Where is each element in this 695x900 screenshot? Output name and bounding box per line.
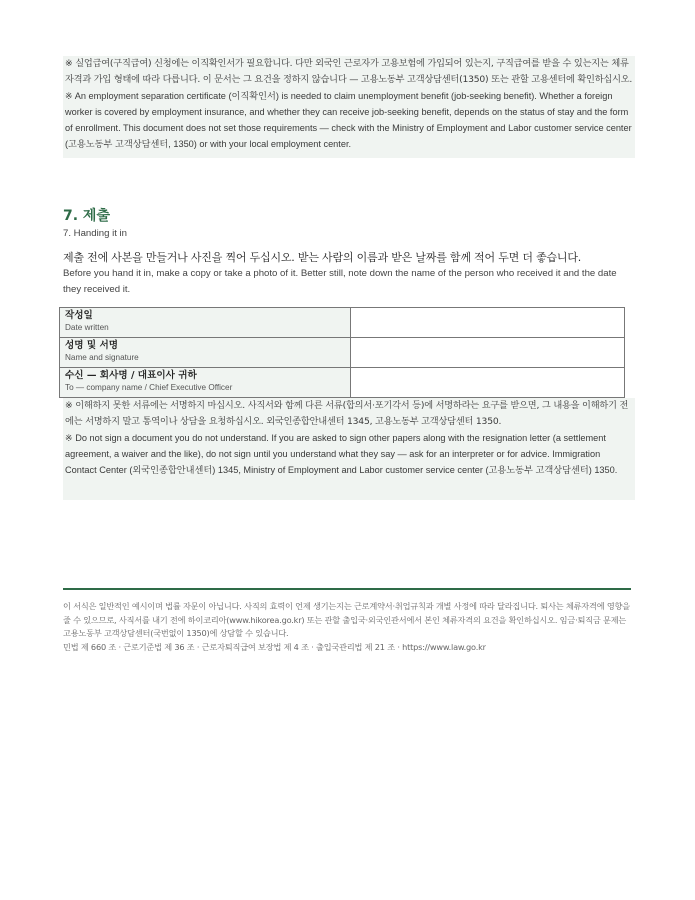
footer-disclaimer: 이 서식은 일반적인 예시이며 법률 자문이 아닙니다. 사직의 효력이 언제 생기는지는 근로계약서·취업규칙과 개별 사정에 따라 달라집니다. 퇴사는 체류자격에 영향을 줄 수 있으므로, 사직서를 내기 전에 하이코리아(www.hikorea.go.kr) 또는 관할 출입국·외국인관서에서 본인 체류자격의 요건을 확인하십시오. 임금·퇴직금 문제는 고용노동부 고객상담센터(국번없이 1350)에 상담할 수 있습니다. [63,601,630,638]
signature-table [59,307,625,398]
row-label-english: Date written [65,323,109,332]
table-row [60,368,625,398]
notice-employment-certificate [63,56,635,158]
instruction-english: Before you hand it in, make a copy or take a photo of it. Better still, note down the name of the person who received it and the date they received it. [63,268,617,295]
row-label-korean: 성명 및 서명 [65,340,119,351]
name-signature-field[interactable] [351,338,625,368]
section-subheading: 7. Handing it in [63,228,127,239]
table-row [60,338,625,368]
footer-legal-references: 민법 제 660 조 · 근로기준법 제 36 조 · 근로자퇴직급여 보장법 제 4 조 · 출입국관리법 제 21 조 · https://www.law.go.kr [63,641,486,652]
footer-divider [63,588,631,590]
notice-korean-text: ※ 이해하지 못한 서류에는 서명하지 마십시오. 사직서와 함께 다른 서류(합의서·포기각서 등)에 서명하라는 요구를 받으면, 그 내용을 이해하기 전에는 서명하지 말고 통역이나 상담을 요청하십시오. 외국인종합안내센터 1345, 고용노동부 고객상담센터 1350. [65,400,629,427]
notice-do-not-sign [63,398,635,500]
name-signature-label [60,338,351,368]
notice-korean-text: ※ 실업급여(구직급여) 신청에는 이직확인서가 필요합니다. 다만 외국인 근로자가 고용보험에 가입되어 있는지, 구직급여를 받을 수 있는지는 체류자격과 가입 형태에 따라 다릅니다. 이 문서는 그 요건을 정하지 않습니다 — 고용노동부 고객상담센터(1350) 또는 관할 고용센터에 확인하십시오. [65,58,633,85]
notice-english-text: ※ Do not sign a document you do not understand. If you are asked to sign other papers along with the resignation letter (a settlement agreement, a waiver and the like), do not sign until you understand what they say — ask for an interpreter or for advice. Immigration Contact Center (외국인종합안내센터) 1345, Ministry of Employment and Labor customer service center (고용노동부 고객상담센터) 1350. [65,433,618,475]
row-label-korean: 수신 — 회사명 / 대표이사 귀하 [65,370,197,381]
instruction-korean: 제출 전에 사본을 만들거나 사진을 찍어 두십시오. 받는 사람의 이름과 받은 날짜를 함께 적어 두면 더 좋습니다. [63,251,582,264]
footer [63,600,633,654]
row-label-english: To — company name / Chief Executive Officer [65,383,233,392]
date-written-field[interactable] [351,308,625,338]
notice-english-text: ※ An employment separation certificate (이직확인서) is needed to claim unemployment benefit (job-seeking benefit). Whether a foreign worker is covered by employment insurance, and whether they can receive job-seeking benefit, depends on the status of stay and the form of enrollment. This document does not set those requirements — check with the Ministry of Employment and Labor customer service center (고용노동부 고객상담센터, 1350) or with your local employment center. [65,91,632,149]
row-label-korean: 작성일 [65,310,93,321]
recipient-field[interactable] [351,368,625,398]
date-written-label [60,308,351,338]
row-label-english: Name and signature [65,353,139,362]
section-heading: 7. 제출 [63,208,110,224]
recipient-label [60,368,351,398]
table-row [60,308,625,338]
